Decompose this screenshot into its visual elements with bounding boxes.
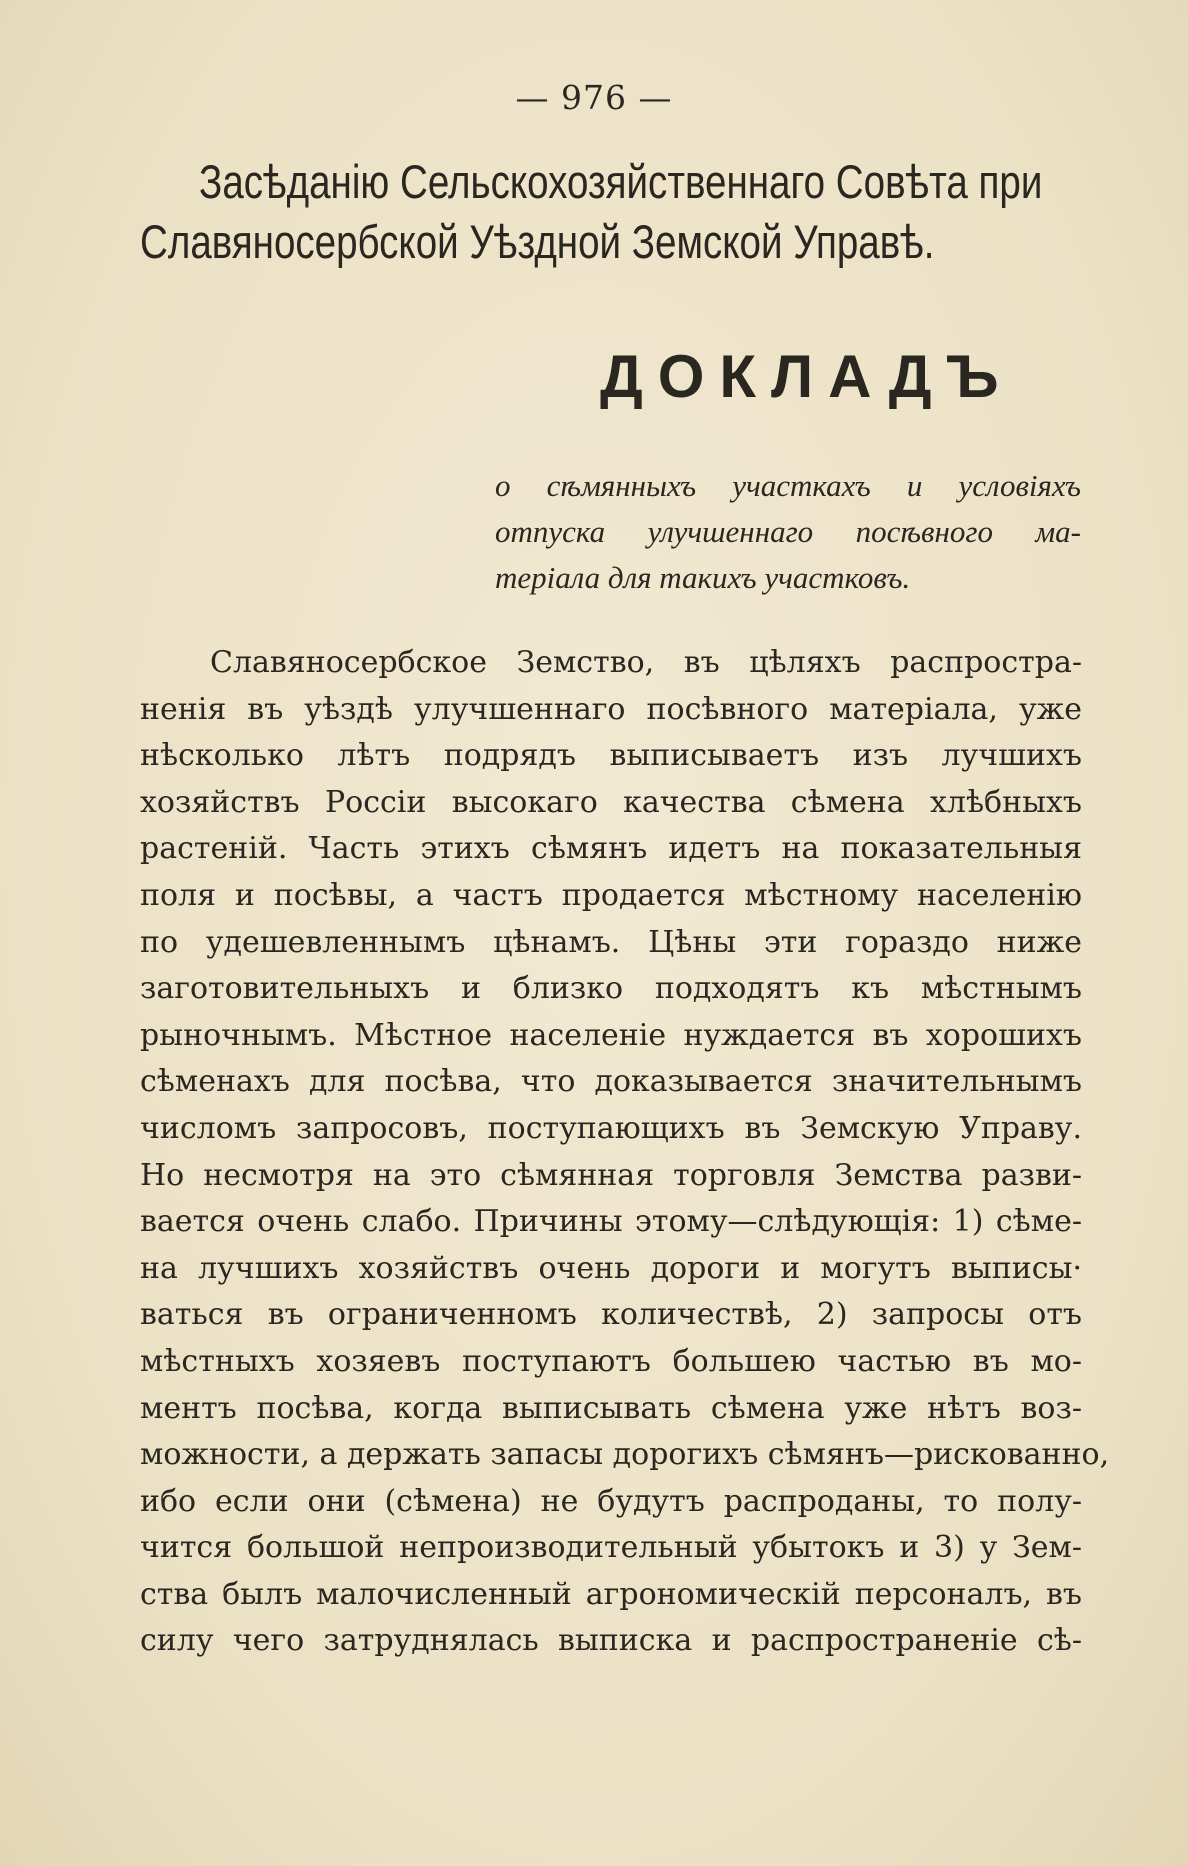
body-line: числомъ запросовъ, поступающихъ въ Земскую Управу. <box>140 1110 1082 1146</box>
page-number: — 976 — <box>515 78 673 117</box>
body-line: хозяйствъ Россіи высокаго качества сѣмена хлѣбныхъ <box>140 784 1082 820</box>
subtitle-line: отпуска улучшеннаго посѣвного ма- <box>495 514 1081 549</box>
body-line: сѣменахъ для посѣва, что доказывается значительнымъ <box>140 1064 1082 1100</box>
body-line: Славяносербское Земство, въ цѣляхъ распростра- <box>210 645 1082 680</box>
body-line: поля и посѣвы, а частъ продается мѣстному населенію <box>140 877 1082 913</box>
body-line: можности, а держать запасы дорогихъ сѣмянъ—рискованно, <box>140 1437 1110 1473</box>
body-text <box>140 640 1110 1665</box>
document-title: ДОКЛАДЪ <box>600 343 1014 410</box>
document-subtitle <box>495 463 1081 601</box>
body-line: на лучшихъ хозяйствъ очень дороги и могутъ выписы· <box>140 1250 1082 1286</box>
body-line: нѣсколько лѣтъ подрядъ выписываетъ изъ лучшихъ <box>140 738 1082 774</box>
body-line: по удешевленнымъ цѣнамъ. Цѣны эти гораздо ниже <box>140 924 1082 960</box>
body-line: ибо если они (сѣмена) не будутъ распроданы, то полу- <box>140 1483 1082 1519</box>
body-line: рыночнымъ. Мѣстное населеніе нуждается въ хорошихъ <box>140 1017 1082 1053</box>
body-line: мѣстныхъ хозяевъ поступаютъ большею частью въ мо- <box>140 1343 1082 1379</box>
body-line: растеній. Часть этихъ сѣмянъ идетъ на показательныя <box>140 831 1082 867</box>
heading-line-2: Славяносербской Уѣздной Земской Управѣ. <box>140 215 935 268</box>
body-line: ненія въ уѣздѣ улучшеннаго посѣвного матеріала, уже <box>140 691 1082 727</box>
body-line: Но несмотря на это сѣмянная торговля Земства разви- <box>140 1157 1082 1193</box>
body-line: заготовительныхъ и близко подходятъ къ мѣстнымъ <box>140 971 1082 1007</box>
body-line: вается очень слабо. Причины этому—слѣдующія: 1) сѣме- <box>140 1204 1082 1240</box>
body-line: ства былъ малочисленный агрономическій персоналъ, въ <box>140 1576 1082 1612</box>
document-heading <box>140 152 1080 272</box>
heading-line-1: Засѣданію Сельскохозяйственнаго Совѣта при <box>199 155 1043 208</box>
body-line: ваться въ ограниченномъ количествѣ, 2) запросы отъ <box>140 1297 1082 1333</box>
subtitle-line: теріала для такихъ участковъ. <box>495 560 911 595</box>
body-line: силу чего затруднялась выписка и распространеніе сѣ- <box>140 1623 1082 1659</box>
body-line: ментъ посѣва, когда выписывать сѣмена уже нѣтъ воз- <box>140 1390 1082 1426</box>
body-line: чится большой непроизводительный убытокъ и 3) у Зем- <box>140 1530 1082 1566</box>
subtitle-line: о сѣмянныхъ участкахъ и условіяхъ <box>495 468 1081 503</box>
